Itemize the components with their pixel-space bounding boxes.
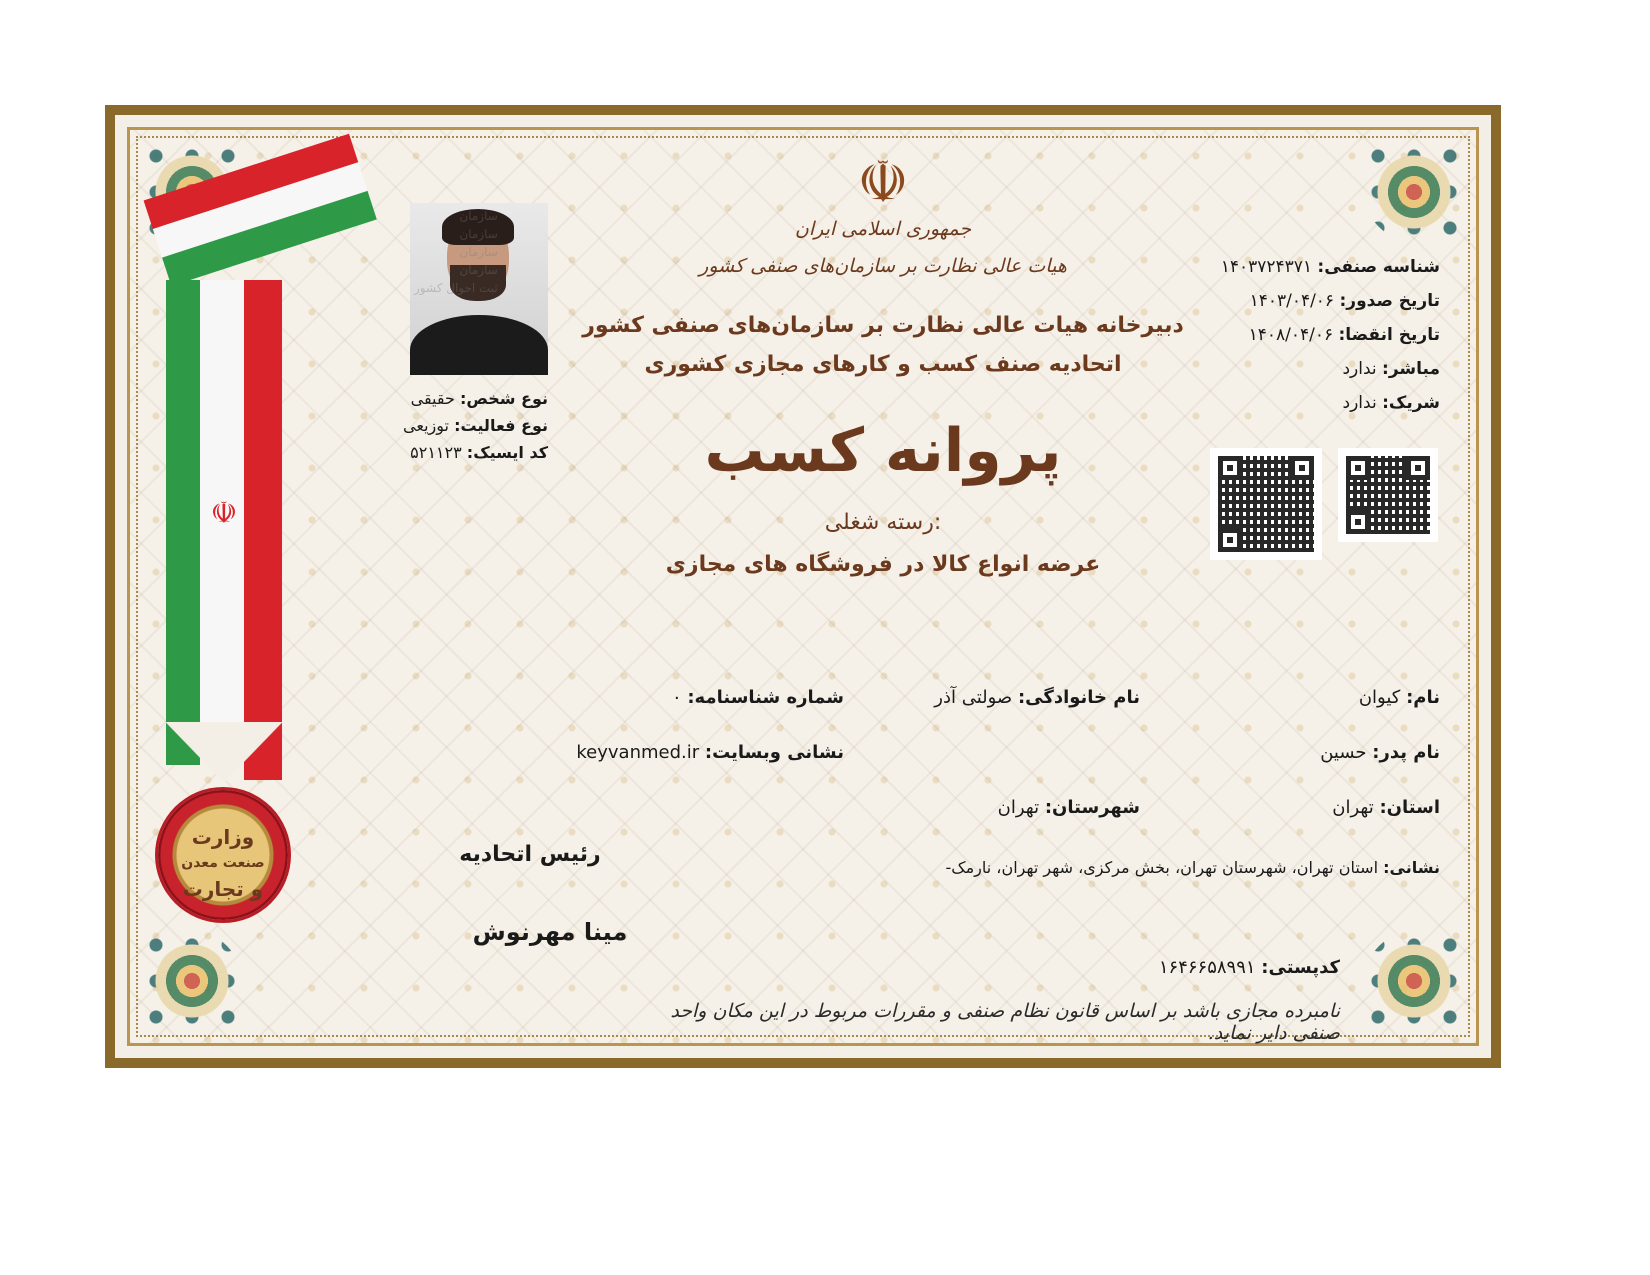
guild-id-label: شناسه صنفی: [1317, 257, 1440, 277]
corner-ornament-icon [138, 927, 246, 1035]
category-label: رسته شغلی: [824, 510, 942, 535]
website-label: نشانی وبسایت: [704, 742, 844, 763]
guild-id-value: ۱۴۰۳۷۲۴۳۷۱ [1220, 257, 1312, 277]
county-label: شهرستان: [1044, 797, 1140, 818]
address-value: استان تهران، شهرستان تهران، بخش مرکزی، شهر تهران، نارمک- [945, 858, 1379, 877]
website-field [540, 742, 844, 763]
family-field [860, 687, 1140, 708]
council-title: هیات عالی نظارت بر سازمان‌های صنفی کشور [699, 255, 1067, 277]
birth-cert-field [560, 687, 844, 708]
person-info [380, 385, 548, 466]
holder-photo [410, 203, 548, 375]
partner-label: شریک: [1382, 393, 1440, 413]
isic-value: ۵۲۱۱۲۳ [410, 443, 462, 462]
family-value: صولتی آذر [934, 687, 1013, 708]
postal-field [1080, 957, 1340, 978]
partner-value: ندارد [1342, 393, 1377, 413]
footer-note: نامبرده مجازی باشد بر اساس قانون نظام صنفی و مقررات مربوط در این مکان واحد صنفی دایر نماید. [670, 1000, 1340, 1044]
category-value: عرضه انواع کالا در فروشگاه های مجازی [665, 552, 1101, 577]
issue-date-value: ۱۴۰۳/۰۴/۰۶ [1249, 291, 1335, 311]
father-label: نام پدر: [1372, 742, 1440, 763]
name-field [1200, 687, 1440, 708]
county-value: تهران [997, 797, 1040, 818]
issue-date-label: تاریخ صدور: [1339, 291, 1440, 311]
address-field [860, 858, 1440, 877]
license-meta [1160, 250, 1440, 420]
name-label: نام: [1406, 687, 1440, 708]
person-type-value: حقیقی [410, 389, 455, 408]
license-title: پروانه کسب [704, 416, 1062, 486]
expiry-date-label: تاریخ انقضا: [1338, 325, 1440, 345]
postal-label: کدپستی: [1261, 957, 1340, 978]
province-field [1200, 797, 1440, 818]
person-type-label: نوع شخص: [459, 389, 548, 408]
seal-text-2: صنعت معدن [181, 855, 265, 871]
iran-emblem-icon: ☫ [857, 148, 909, 216]
corner-ornament-icon [1360, 138, 1468, 246]
republic-title: جمهوری اسلامی ایران [794, 218, 972, 240]
province-label: استان: [1379, 797, 1440, 818]
signature-role: رئیس اتحادیه [459, 842, 601, 867]
flag-emblem-icon: ☫ [210, 496, 238, 531]
father-value: حسین [1320, 742, 1367, 763]
qr-code-icon [1338, 448, 1438, 542]
seal-text-1: وزارت [191, 825, 255, 849]
name-value: کیوان [1358, 687, 1401, 708]
qr-code-icon [1210, 448, 1322, 560]
operator-label: مباشر: [1382, 359, 1440, 379]
secretariat-title: دبیرخانه هیات عالی نظارت بر سازمان‌های صنفی کشور [582, 313, 1184, 338]
ministry-seal [158, 790, 288, 920]
website-value[interactable]: keyvanmed.ir [576, 742, 700, 763]
birth-cert-value: ۰ [671, 687, 682, 708]
activity-type-value: توزیعی [403, 416, 449, 435]
expiry-date-value: ۱۴۰۸/۰۴/۰۶ [1248, 325, 1334, 345]
isic-label: کد ایسیک: [466, 443, 548, 462]
county-field [900, 797, 1140, 818]
operator-value: ندارد [1342, 359, 1377, 379]
province-value: تهران [1332, 797, 1374, 818]
seal-text-3: و تجارت [182, 877, 264, 901]
photo-watermark: سازمان سازمان سازمان سازمان ثبت احوال کشور [414, 209, 498, 295]
activity-type-label: نوع فعالیت: [454, 416, 548, 435]
union-title: اتحادیه صنف کسب و کارهای مجازی کشوری [644, 352, 1122, 377]
family-label: نام خانوادگی: [1017, 687, 1140, 708]
signature-name: مینا مهرنوش [472, 918, 628, 946]
birth-cert-label: شماره شناسنامه: [687, 687, 844, 708]
corner-ornament-icon [1360, 927, 1468, 1035]
postal-value: ۱۶۴۶۶۵۸۹۹۱ [1158, 957, 1256, 978]
father-field [1200, 742, 1440, 763]
address-label: نشانی: [1383, 858, 1440, 877]
